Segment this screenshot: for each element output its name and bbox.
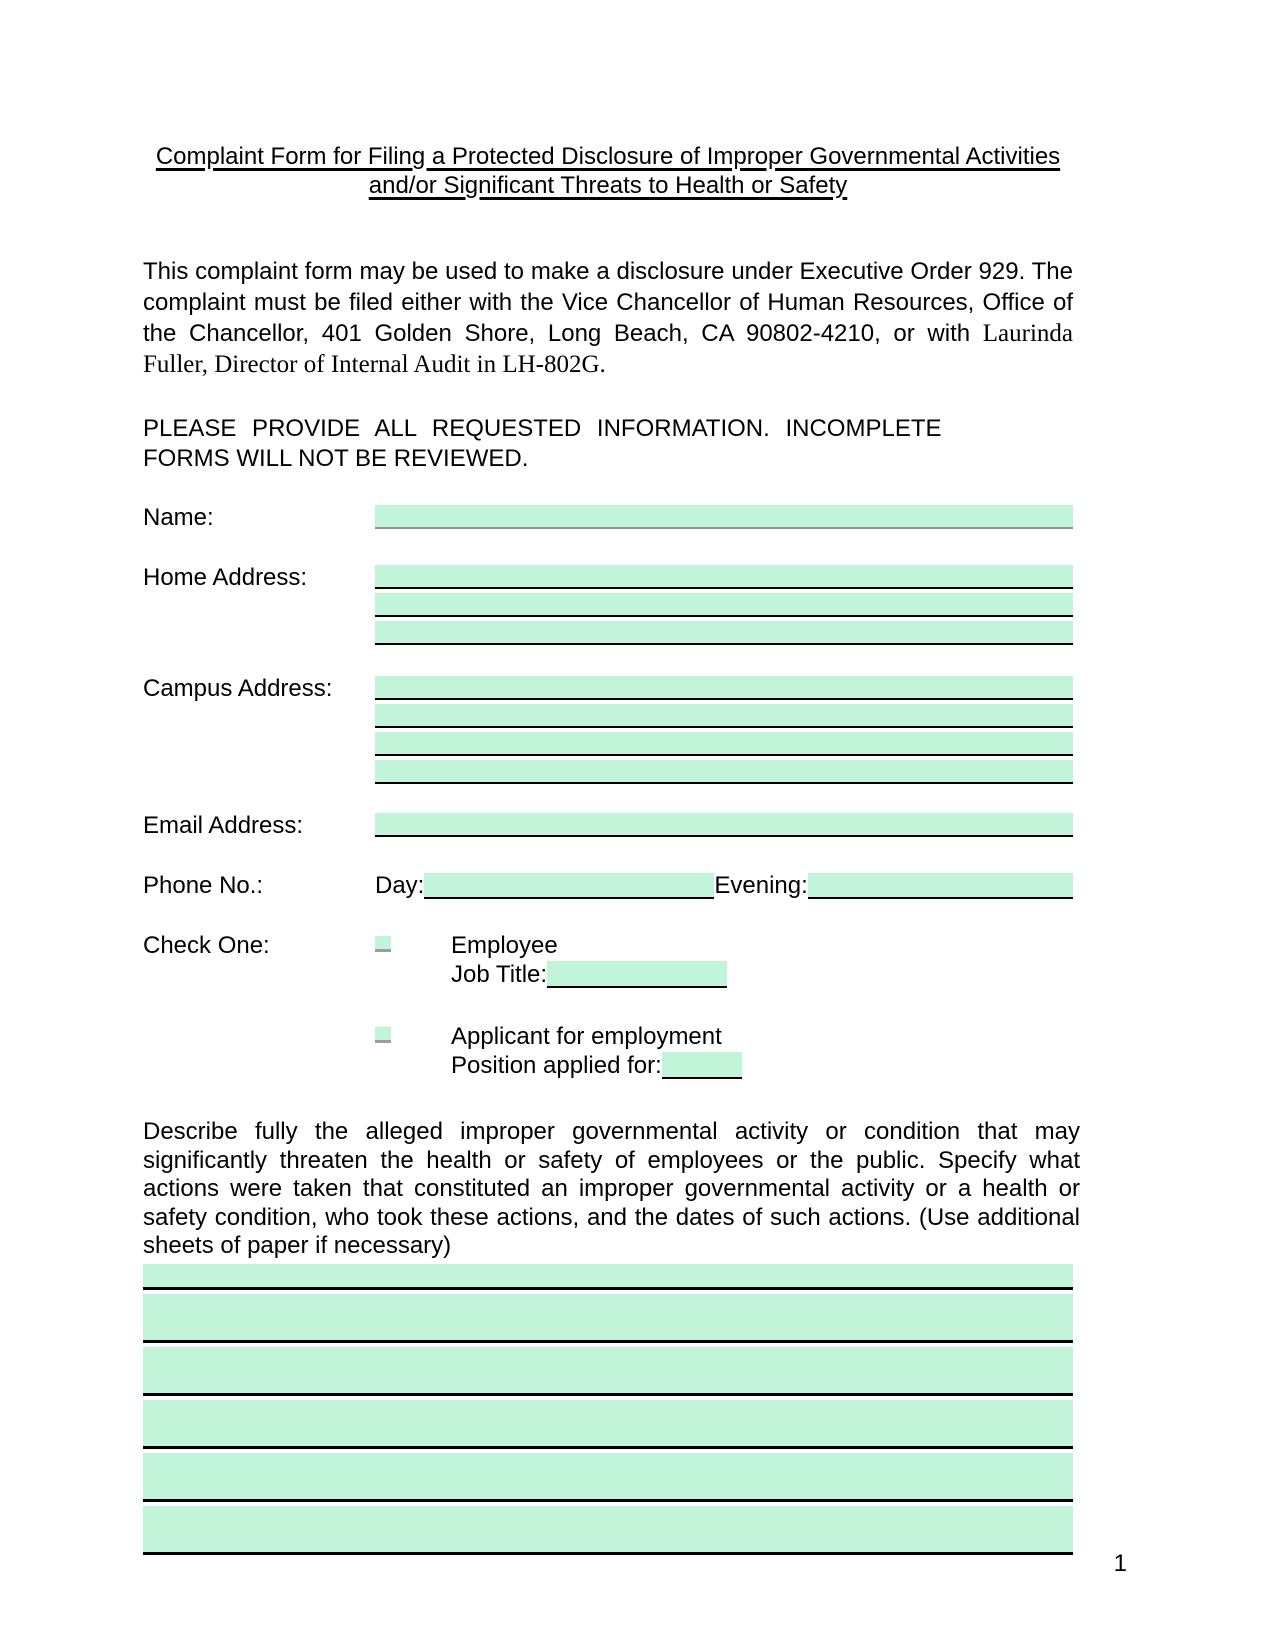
intro-paragraph	[143, 256, 1073, 380]
check-one-employee-row	[143, 933, 1073, 988]
home-address-input-line-3[interactable]	[375, 621, 1073, 645]
page-title-line-1: Complaint Form for Filing a Protected Disclosure of Improper Governmental Activities	[155, 143, 1061, 170]
page-title	[143, 142, 1073, 200]
campus-address-row	[143, 676, 1073, 784]
name-row	[143, 505, 1073, 531]
description-input-line-5[interactable]	[143, 1453, 1073, 1502]
description-input-area	[143, 1264, 1073, 1555]
page-number: 1	[1113, 1550, 1127, 1577]
home-address-input-line-1[interactable]	[375, 565, 1073, 589]
description-input-line-1[interactable]	[143, 1264, 1073, 1290]
phone-field-label: Phone No.:	[143, 872, 264, 899]
check-one-applicant-row	[143, 1024, 1073, 1079]
page-title-line-2: and/or Significant Threats to Health or Safety	[368, 172, 848, 199]
notice-line-2: FORMS WILL NOT BE REVIEWED.	[143, 445, 529, 472]
home-address-row	[143, 565, 1073, 645]
check-one-label: Check One:	[143, 932, 270, 959]
notice-line-1: PLEASE PROVIDE ALL REQUESTED INFORMATION. INCOMPLETE	[143, 415, 942, 442]
applicant-checkbox[interactable]	[375, 1027, 391, 1043]
email-row	[143, 813, 1073, 839]
name-input[interactable]	[375, 505, 1073, 529]
campus-address-label: Campus Address:	[143, 675, 333, 702]
position-applied-input[interactable]	[662, 1052, 742, 1079]
employee-option-label: Employee	[451, 932, 558, 959]
description-input-line-2[interactable]	[143, 1294, 1073, 1343]
name-field-label: Name:	[143, 504, 214, 531]
home-address-label: Home Address:	[143, 564, 308, 591]
email-field-label: Email Address:	[143, 812, 304, 839]
campus-address-input-line-2[interactable]	[375, 704, 1073, 728]
position-applied-label: Position applied for:	[451, 1052, 662, 1079]
describe-prompt: Describe fully the alleged improper governmental activity or condition that may significantly threaten the health or safety of employees or the public. Specify what actions were taken that constituted an improper governmental activity or a health or safety condition, who took these actions, and the dates of such actions. (Use additional sheets of paper if necessary)	[143, 1118, 1080, 1259]
campus-address-input-line-4[interactable]	[375, 760, 1073, 784]
campus-address-input-line-3[interactable]	[375, 732, 1073, 756]
intro-contact-text: Laurinda Fuller, Director of Internal Audit in LH-802G.	[143, 320, 1073, 378]
email-input[interactable]	[375, 813, 1073, 837]
phone-row	[143, 873, 1073, 899]
applicant-option-label: Applicant for employment	[451, 1023, 722, 1050]
campus-address-input-line-1[interactable]	[375, 676, 1073, 700]
description-input-line-6[interactable]	[143, 1506, 1073, 1555]
job-title-input[interactable]	[547, 961, 727, 988]
phone-evening-label: Evening:	[714, 872, 808, 899]
notice-text	[143, 414, 1073, 474]
job-title-label: Job Title:	[451, 961, 548, 988]
description-input-line-3[interactable]	[143, 1347, 1073, 1396]
home-address-input-line-2[interactable]	[375, 593, 1073, 617]
employee-checkbox[interactable]	[375, 936, 391, 952]
intro-text: This complaint form may be used to make a disclosure under Executive Order 929. The complaint must be filed either with the Vice Chancellor of Human Resources, Office of the Chancellor, 401 Golden Shore, Long Beach, CA 90802-4210, or with	[143, 258, 1073, 347]
page-content	[143, 0, 1080, 1559]
phone-day-label: Day:	[375, 872, 425, 899]
phone-evening-input[interactable]	[808, 873, 1073, 899]
description-input-line-4[interactable]	[143, 1400, 1073, 1449]
phone-day-input[interactable]	[424, 873, 714, 899]
